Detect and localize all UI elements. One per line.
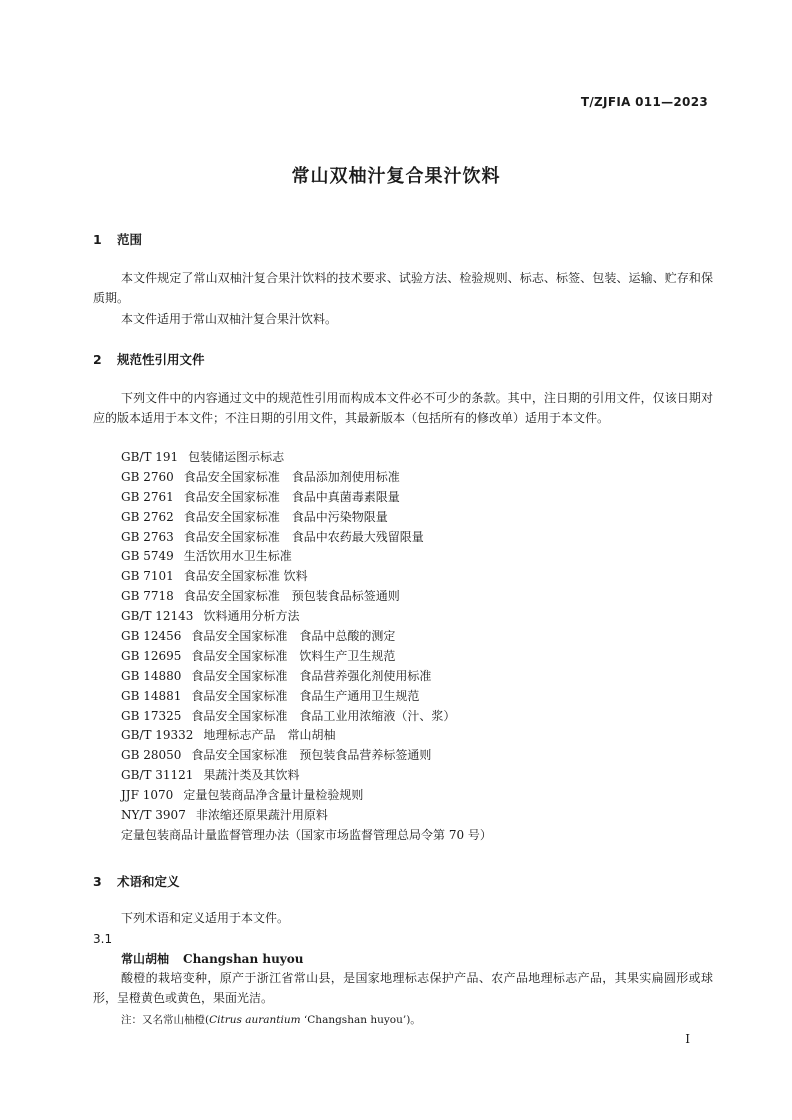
reference-item bbox=[121, 567, 492, 587]
reference-code: GB 2761 bbox=[121, 489, 174, 504]
section-1-heading bbox=[93, 230, 142, 248]
reference-title: 食品安全国家标准 食品工业用浓缩液（汁、浆） bbox=[191, 708, 456, 723]
document-code: T/ZJFIA 011—2023 bbox=[580, 95, 708, 109]
reference-title: 果蔬汁类及其饮料 bbox=[203, 768, 300, 783]
reference-code: GB/T 31121 bbox=[121, 768, 194, 783]
reference-title: 食品安全国家标准 食品添加剂使用标准 bbox=[183, 469, 400, 484]
references-intro: 下列文件中的内容通过文中的规范性引用而构成本文件必不可少的条款。其中，注日期的引用文件，仅该日期对应的版本适用于本文件；不注日期的引用文件，其最新版本（包括所有的修改单）适用于本文件。 bbox=[93, 391, 713, 425]
reference-title: 食品安全国家标准 饮料生产卫生规范 bbox=[191, 648, 396, 663]
reference-item bbox=[121, 647, 492, 667]
reference-title: 地理标志产品 常山胡柚 bbox=[203, 728, 336, 743]
term-entry bbox=[121, 950, 304, 967]
reference-code: GB 2760 bbox=[121, 469, 174, 484]
reference-item bbox=[121, 607, 492, 627]
reference-code: GB 2763 bbox=[121, 529, 174, 544]
reference-code: GB 14880 bbox=[121, 668, 182, 683]
reference-item bbox=[121, 766, 492, 786]
term-chinese: 常山胡柚 bbox=[121, 952, 170, 966]
reference-list bbox=[121, 448, 492, 846]
reference-title: 食品安全国家标准 饮料 bbox=[183, 569, 308, 584]
section-2-heading bbox=[93, 350, 205, 368]
reference-item bbox=[121, 726, 492, 746]
section-number: 3 bbox=[93, 874, 102, 889]
reference-title: 定量包装商品净含量计量检验规则 bbox=[183, 788, 364, 803]
reference-item bbox=[121, 786, 492, 806]
reference-code: GB/T 19332 bbox=[121, 728, 194, 743]
reference-code: GB 14881 bbox=[121, 688, 182, 703]
reference-item bbox=[121, 746, 492, 766]
scope-paragraph-1: 本文件规定了常山双柚汁复合果汁饮料的技术要求、试验方法、检验规则、标志、标签、包装、运输、贮存和保质期。 bbox=[93, 271, 713, 305]
reference-item bbox=[121, 587, 492, 607]
reference-code: GB 5749 bbox=[121, 549, 174, 564]
reference-item bbox=[121, 627, 492, 647]
reference-title: 食品安全国家标准 食品生产通用卫生规范 bbox=[191, 688, 420, 703]
reference-code: GB/T 191 bbox=[121, 450, 179, 464]
reference-title: 食品安全国家标准 预包装食品营养标签通则 bbox=[191, 748, 432, 763]
reference-item bbox=[121, 468, 492, 488]
reference-code: GB 17325 bbox=[121, 708, 182, 723]
page-title: 常山双柚汁复合果汁饮料 bbox=[291, 166, 501, 187]
reference-title: 生活饮用水卫生标准 bbox=[183, 549, 292, 564]
reference-title: 食品安全国家标准 食品营养强化剂使用标准 bbox=[191, 668, 432, 683]
note-suffix: ‘Changshan huyou’)。 bbox=[300, 1014, 421, 1026]
reference-title: 定量包装商品计量监督管理办法（国家市场监督管理总局令第 70 号） bbox=[121, 827, 492, 842]
reference-code: GB 12456 bbox=[121, 629, 182, 644]
reference-title: 食品安全国家标准 食品中农药最大残留限量 bbox=[183, 529, 424, 544]
clause-number: 3.1 bbox=[93, 932, 113, 946]
reference-code: GB/T 12143 bbox=[121, 609, 194, 624]
reference-item bbox=[121, 448, 492, 468]
term-note bbox=[121, 1012, 421, 1027]
reference-item bbox=[121, 547, 492, 567]
reference-title: 食品安全国家标准 食品中总酸的测定 bbox=[191, 629, 396, 644]
section-title: 术语和定义 bbox=[117, 874, 180, 889]
section-number: 2 bbox=[93, 352, 102, 367]
reference-title: 饮料通用分析方法 bbox=[203, 609, 300, 624]
reference-item bbox=[121, 508, 492, 528]
reference-item bbox=[121, 667, 492, 687]
reference-code: GB 12695 bbox=[121, 648, 182, 663]
reference-code: GB 7101 bbox=[121, 569, 174, 584]
reference-item bbox=[121, 806, 492, 826]
terms-intro: 下列术语和定义适用于本文件。 bbox=[121, 911, 290, 925]
reference-item bbox=[121, 488, 492, 508]
section-title: 规范性引用文件 bbox=[117, 352, 205, 367]
reference-title: 食品安全国家标准 预包装食品标签通则 bbox=[183, 589, 400, 604]
reference-title: 非浓缩还原果蔬汁用原料 bbox=[195, 808, 328, 823]
reference-item bbox=[121, 687, 492, 707]
term-english: Changshan huyou bbox=[183, 952, 304, 966]
reference-title: 食品安全国家标准 食品中污染物限量 bbox=[183, 509, 388, 524]
reference-code: NY/T 3907 bbox=[121, 808, 186, 823]
reference-item bbox=[121, 528, 492, 548]
reference-code: GB 28050 bbox=[121, 748, 182, 763]
reference-item bbox=[121, 826, 492, 846]
section-title: 范围 bbox=[117, 232, 143, 247]
note-latin-name: Citrus aurantium bbox=[209, 1014, 301, 1026]
scope-paragraph-2: 本文件适用于常山双柚汁复合果汁饮料。 bbox=[121, 312, 338, 326]
term-definition: 酸橙的栽培变种，原产于浙江省常山县，是国家地理标志保护产品、农产品地理标志产品，其果实扁圆形或球形，呈橙黄色或黄色，果面光洁。 bbox=[93, 971, 713, 1005]
note-prefix: 注：又名常山柚橙( bbox=[121, 1014, 210, 1026]
reference-code: GB 7718 bbox=[121, 589, 174, 604]
reference-title: 包装储运图示标志 bbox=[188, 450, 285, 464]
section-3-heading bbox=[93, 872, 180, 890]
reference-code: GB 2762 bbox=[121, 509, 174, 524]
reference-item bbox=[121, 707, 492, 727]
page-number: I bbox=[685, 1032, 690, 1046]
reference-code: JJF 1070 bbox=[121, 788, 174, 803]
section-number: 1 bbox=[93, 232, 102, 247]
reference-title: 食品安全国家标准 食品中真菌毒素限量 bbox=[183, 489, 400, 504]
